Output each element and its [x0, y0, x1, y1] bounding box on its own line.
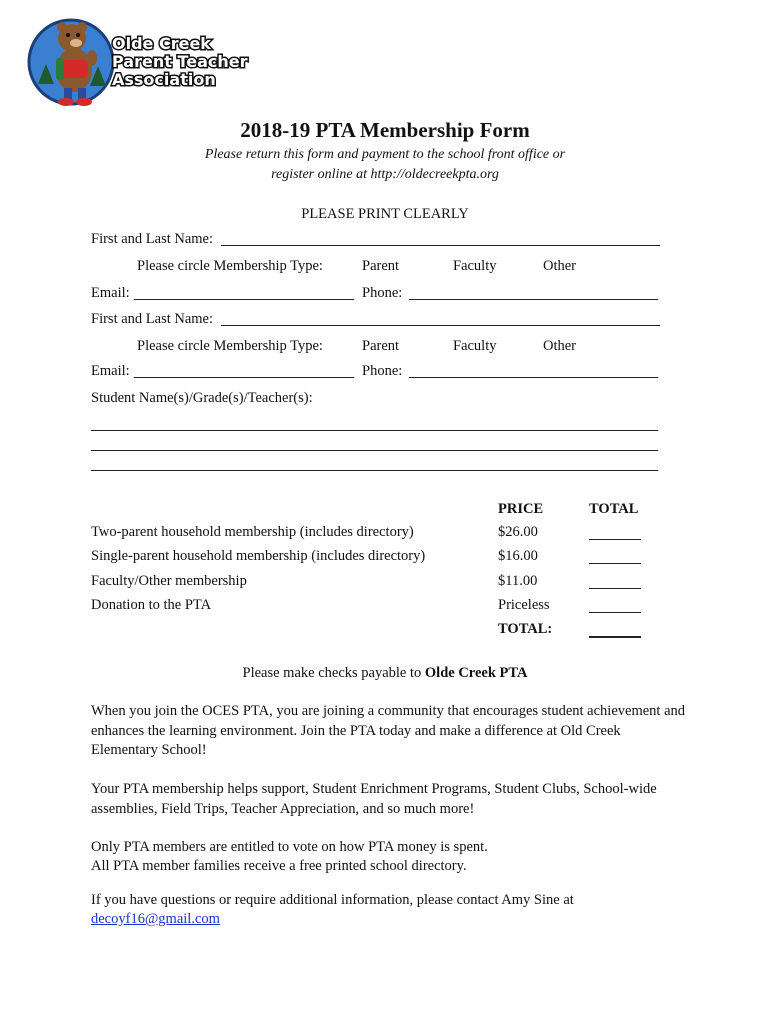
grand-total-label: TOTAL:	[498, 621, 553, 637]
logo-text-3: Association	[112, 70, 216, 89]
logo-text-1: Olde Creek	[112, 34, 211, 53]
member1-email-field[interactable]	[134, 299, 354, 300]
vote-line-2: All PTA member families receive a free printed school directory.	[91, 858, 467, 874]
contact-email-link[interactable]: decoyf16@gmail.com	[91, 911, 220, 927]
row-single-parent-total-field[interactable]	[589, 563, 641, 564]
member2-name-field[interactable]	[221, 325, 660, 326]
member2-phone-field[interactable]	[409, 377, 658, 378]
support-paragraph: Your PTA membership helps support, Student Enrichment Programs, Student Clubs, School-wide assemblies, Field Trips, Teacher Appreciation, and so much more!	[91, 781, 657, 817]
logo-text-2: Parent Teacher	[112, 52, 248, 71]
vote-line-1: Only PTA members are entitled to vote on how PTA money is spent.	[91, 839, 488, 855]
row-donation-total-field[interactable]	[589, 612, 641, 613]
member2-email-label: Email:	[91, 363, 130, 379]
member1-name-label: First and Last Name:	[91, 231, 214, 247]
member2-option-other[interactable]: Other	[543, 338, 577, 354]
grand-total-field[interactable]	[589, 636, 641, 638]
join-paragraph: When you join the OCES PTA, you are joining a community that encourages student achievement and enhances the learning environment. Join the PTA today and make a difference at Old Creek Elementary School!	[91, 703, 686, 758]
students-label: Student Name(s)/Grade(s)/Teacher(s):	[91, 390, 313, 406]
form-title: 2018-19 PTA Membership Form	[240, 118, 530, 142]
row-donation-price: Priceless	[498, 597, 550, 613]
member1-option-parent[interactable]: Parent	[362, 258, 400, 274]
row-donation-label: Donation to the PTA	[91, 597, 212, 613]
total-header: TOTAL	[589, 501, 639, 517]
member2-type-label: Please circle Membership Type:	[137, 338, 323, 354]
students-line-1[interactable]	[91, 430, 658, 431]
contact-text: If you have questions or require additional information, please contact Amy Sine at	[91, 892, 574, 908]
row-single-parent-label: Single-parent household membership (includes directory)	[91, 548, 426, 564]
member1-option-faculty[interactable]: Faculty	[453, 258, 497, 274]
row-two-parent-total-field[interactable]	[589, 539, 641, 540]
member1-name-field[interactable]	[221, 245, 660, 246]
member2-phone-label: Phone:	[362, 363, 403, 379]
checks-payee: Olde Creek PTA	[424, 665, 528, 681]
row-faculty-label: Faculty/Other membership	[91, 573, 247, 589]
row-faculty-price: $11.00	[498, 573, 538, 589]
row-two-parent-label: Two-parent household membership (includes directory)	[91, 524, 414, 540]
checks-payable-text	[0, 664, 770, 682]
form-subtitle-line1: Please return this form and payment to the school front office or	[204, 147, 566, 162]
member1-option-other[interactable]: Other	[543, 258, 577, 274]
form-subtitle-line2: register online at http://oldecreekpta.org	[271, 167, 499, 182]
row-single-parent-price: $16.00	[498, 548, 538, 564]
row-two-parent-price: $26.00	[498, 524, 538, 540]
member2-email-field[interactable]	[134, 377, 354, 378]
print-clearly-notice: PLEASE PRINT CLEARLY	[301, 206, 469, 222]
pta-logo	[26, 14, 252, 112]
member1-email-label: Email:	[91, 285, 130, 301]
member2-option-faculty[interactable]: Faculty	[453, 338, 497, 354]
price-header: PRICE	[498, 501, 544, 517]
member2-option-parent[interactable]: Parent	[362, 338, 400, 354]
checks-payable-prefix: Please make checks payable to	[242, 665, 425, 681]
row-faculty-total-field[interactable]	[589, 588, 641, 589]
students-line-3[interactable]	[91, 470, 658, 471]
member1-type-label: Please circle Membership Type:	[137, 258, 323, 274]
member1-phone-field[interactable]	[409, 299, 658, 300]
member1-phone-label: Phone:	[362, 285, 403, 301]
students-line-2[interactable]	[91, 450, 658, 451]
member2-name-label: First and Last Name:	[91, 311, 214, 327]
